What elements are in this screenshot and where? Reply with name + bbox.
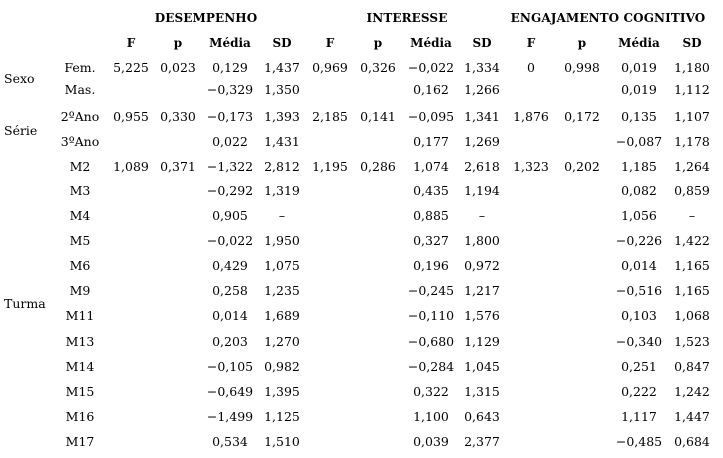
- column-header: Média: [209, 36, 251, 50]
- table-cell: 1,185: [621, 159, 657, 174]
- group-header-interesse: INTERESSE: [366, 11, 448, 25]
- table-cell: 1,178: [674, 134, 710, 149]
- table-cell: 0,222: [621, 384, 657, 399]
- table-cell: −0,284: [407, 359, 455, 374]
- table-cell: 1,129: [464, 334, 500, 349]
- table-cell: 0,177: [413, 134, 449, 149]
- table-cell: −0,226: [615, 233, 663, 248]
- table-cell: 0,258: [212, 283, 248, 298]
- table-cell: 1,876: [513, 109, 549, 124]
- table-cell: 1,235: [264, 283, 300, 298]
- table-cell: 0,885: [413, 208, 449, 223]
- table-cell: 0,129: [212, 60, 248, 75]
- table-cell: 0,534: [212, 434, 248, 449]
- variable-label-turma: Turma: [4, 296, 46, 311]
- table-cell: 2,618: [464, 159, 500, 174]
- table-cell: 0,135: [621, 109, 657, 124]
- table-cell: 2,377: [464, 434, 500, 449]
- table-cell: –: [688, 208, 696, 223]
- table-cell: 1,334: [464, 60, 500, 75]
- group-header-engajamento-cognitivo: ENGAJAMENTO COGNITIVO: [510, 11, 706, 25]
- table-cell: −0,649: [206, 384, 254, 399]
- table-cell: 1,395: [264, 384, 300, 399]
- table-cell: 2,185: [312, 109, 348, 124]
- row-label: 2ºAno: [60, 109, 100, 124]
- table-cell: 1,068: [674, 308, 710, 323]
- table-cell: 0,643: [464, 409, 500, 424]
- table-cell: 0,019: [621, 60, 657, 75]
- table-cell: 0,327: [413, 233, 449, 248]
- table-cell: 0,982: [264, 359, 300, 374]
- table-cell: 0,141: [360, 109, 396, 124]
- table-cell: 0,330: [160, 109, 196, 124]
- column-header: SD: [272, 36, 292, 50]
- table-cell: 1,194: [464, 183, 500, 198]
- table-cell: 1,165: [674, 258, 710, 273]
- row-label: M6: [69, 258, 91, 273]
- column-header: SD: [682, 36, 702, 50]
- table-cell: 1,045: [464, 359, 500, 374]
- table-cell: 0,326: [360, 60, 396, 75]
- table-cell: 0,082: [621, 183, 657, 198]
- table-cell: −0,340: [615, 334, 663, 349]
- table-cell: 5,225: [113, 60, 149, 75]
- table-cell: 1,437: [264, 60, 300, 75]
- table-cell: –: [278, 208, 286, 223]
- table-cell: 0,022: [212, 134, 248, 149]
- table-cell: −0,516: [615, 283, 663, 298]
- column-header: F: [325, 36, 335, 50]
- column-header: p: [373, 36, 383, 50]
- table-cell: 1,242: [674, 384, 710, 399]
- table-cell: −0,245: [407, 283, 455, 298]
- table-cell: 0: [527, 60, 535, 75]
- table-cell: 0,251: [621, 359, 657, 374]
- row-label: M11: [65, 308, 95, 323]
- table-cell: 0,103: [621, 308, 657, 323]
- table-cell: 0,014: [621, 258, 657, 273]
- table-cell: −0,105: [206, 359, 254, 374]
- row-label: Mas.: [64, 82, 96, 97]
- column-header: Média: [410, 36, 452, 50]
- table-cell: 1,266: [464, 82, 500, 97]
- table-cell: 1,100: [413, 409, 449, 424]
- table-cell: 0,859: [674, 183, 710, 198]
- table-cell: 1,270: [264, 334, 300, 349]
- table-cell: 1,217: [464, 283, 500, 298]
- table-cell: 1,319: [264, 183, 300, 198]
- table-cell: 0,371: [160, 159, 196, 174]
- table-cell: 1,125: [264, 409, 300, 424]
- row-label: M15: [65, 384, 95, 399]
- table-cell: −1,322: [206, 159, 254, 174]
- table-cell: 1,341: [464, 109, 500, 124]
- table-cell: 0,847: [674, 359, 710, 374]
- table-cell: 1,269: [464, 134, 500, 149]
- table-cell: 0,203: [212, 334, 248, 349]
- table-cell: 0,286: [360, 159, 396, 174]
- table-cell: 1,431: [264, 134, 300, 149]
- table-cell: 1,447: [674, 409, 710, 424]
- variable-label-sexo: Sexo: [4, 71, 35, 86]
- table-cell: 1,117: [621, 409, 657, 424]
- table-cell: −1,499: [206, 409, 254, 424]
- table-cell: −0,087: [615, 134, 663, 149]
- table-cell: 0,998: [564, 60, 600, 75]
- table-cell: 0,162: [413, 82, 449, 97]
- table-cell: 1,075: [264, 258, 300, 273]
- table-cell: 1,056: [621, 208, 657, 223]
- table-cell: 1,422: [674, 233, 710, 248]
- table-cell: 1,689: [264, 308, 300, 323]
- table-cell: −0,022: [206, 233, 254, 248]
- table-cell: −0,292: [206, 183, 254, 198]
- table-cell: −0,329: [206, 82, 254, 97]
- row-label: 3ºAno: [60, 134, 100, 149]
- table-cell: 1,165: [674, 283, 710, 298]
- table-cell: −0,022: [407, 60, 455, 75]
- column-header: Média: [618, 36, 660, 50]
- column-header: F: [126, 36, 136, 50]
- table-cell: −0,095: [407, 109, 455, 124]
- table-cell: 2,812: [264, 159, 300, 174]
- table-cell: 0,955: [113, 109, 149, 124]
- table-cell: 1,800: [464, 233, 500, 248]
- row-label: M3: [69, 183, 91, 198]
- column-header: SD: [472, 36, 492, 50]
- table-cell: 1,523: [674, 334, 710, 349]
- table-cell: 1,107: [674, 109, 710, 124]
- table-cell: 0,684: [674, 434, 710, 449]
- table-cell: 0,196: [413, 258, 449, 273]
- row-label: M14: [65, 359, 95, 374]
- table-cell: −0,173: [206, 109, 254, 124]
- column-header: F: [526, 36, 536, 50]
- table-cell: 1,950: [264, 233, 300, 248]
- table-cell: 1,510: [264, 434, 300, 449]
- table-cell: 1,350: [264, 82, 300, 97]
- table-cell: 0,039: [413, 434, 449, 449]
- table-cell: 1,323: [513, 159, 549, 174]
- table-cell: 0,429: [212, 258, 248, 273]
- row-label: M9: [69, 283, 91, 298]
- row-label: Fem.: [64, 60, 96, 75]
- row-label: M13: [65, 334, 95, 349]
- table-cell: 1,180: [674, 60, 710, 75]
- table-cell: 1,195: [312, 159, 348, 174]
- column-header: p: [173, 36, 183, 50]
- variable-label-serie: Série: [4, 123, 38, 138]
- column-header: p: [577, 36, 587, 50]
- table-cell: 0,322: [413, 384, 449, 399]
- group-header-desempenho: DESEMPENHO: [154, 11, 258, 25]
- table-cell: 1,576: [464, 308, 500, 323]
- table-cell: 1,112: [674, 82, 710, 97]
- table-cell: 0,014: [212, 308, 248, 323]
- row-label: M2: [69, 159, 91, 174]
- table-cell: 0,023: [160, 60, 196, 75]
- table-cell: 0,202: [564, 159, 600, 174]
- row-label: M17: [65, 434, 95, 449]
- table-cell: –: [478, 208, 486, 223]
- row-label: M4: [69, 208, 91, 223]
- table-cell: 0,435: [413, 183, 449, 198]
- row-label: M5: [69, 233, 91, 248]
- table-cell: −0,110: [407, 308, 455, 323]
- table-cell: 1,315: [464, 384, 500, 399]
- table-cell: 1,089: [113, 159, 149, 174]
- table-cell: −0,680: [407, 334, 455, 349]
- table-cell: 0,019: [621, 82, 657, 97]
- row-label: M16: [65, 409, 95, 424]
- table-cell: −0,485: [615, 434, 663, 449]
- table-cell: 0,972: [464, 258, 500, 273]
- table-cell: 0,969: [312, 60, 348, 75]
- table-cell: 1,393: [264, 109, 300, 124]
- table-cell: 1,074: [413, 159, 449, 174]
- table-cell: 0,172: [564, 109, 600, 124]
- table-cell: 1,264: [674, 159, 710, 174]
- table-cell: 0,905: [212, 208, 248, 223]
